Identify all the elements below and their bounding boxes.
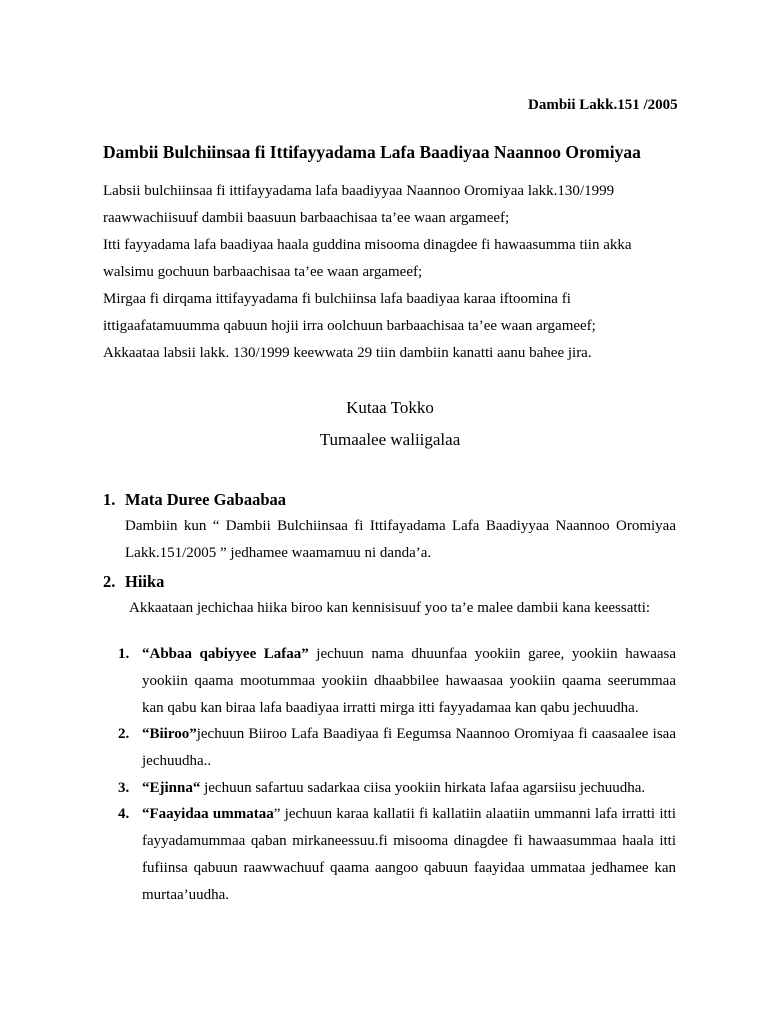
document-title: Dambii Bulchiinsaa fi Ittifayyadama Lafa Baadiyaa Naannoo Oromiyaa bbox=[103, 142, 641, 162]
definition-item bbox=[142, 726, 676, 743]
preamble-line: Itti fayyadama lafa baadiyaa haala guddina misooma dinagdee fi hawaasumma tiin akka bbox=[103, 237, 632, 253]
definition-line: kan qabu kan biraa lafa baadiyaa irratti mirga itti fayyadamaa kan qabu jechuudha. bbox=[142, 700, 639, 716]
section-number: 1. bbox=[103, 490, 116, 509]
definition-number: 2. bbox=[118, 726, 130, 742]
preamble-line: walsimu gochuun barbaachisaa ta’ee waan argameef; bbox=[103, 264, 423, 280]
preamble-line: ittigaafatamuumma qabuun hojii irra oolchuun barbaachisaa ta’ee waan argameef; bbox=[103, 318, 596, 334]
definition-number: 3. bbox=[118, 780, 130, 796]
definition-line: fufiinsa qabuun raawwachuuf qaama aangoo qabuun faayidaa ummataa jedhamee kan bbox=[142, 860, 676, 876]
definition-term: “Ejinna“ bbox=[142, 780, 201, 796]
definition-text: ” jechuun karaa kallatii fi kallatiin alaatiin ummanni lafa irratti itti bbox=[273, 806, 676, 822]
definition-text: jechuun nama dhuunfaa yookiin garee, yookiin hawaasa bbox=[308, 646, 676, 662]
preamble-line: Mirgaa fi dirqama ittifayyadama fi bulchiinsa lafa baadiyaa karaa iftoomina fi bbox=[103, 291, 571, 307]
preamble-line: Akkaataa labsii lakk. 130/1999 keewwata 29 tiin dambiin kanatti aanu bahee jira. bbox=[103, 345, 592, 361]
preamble-line: Labsii bulchiinsaa fi ittifayyadama lafa baadiyyaa Naannoo Oromiyaa lakk.130/1999 bbox=[103, 183, 615, 199]
preamble-line: raawwachiisuuf dambii baasuun barbaachisaa ta’ee waan argameef; bbox=[103, 210, 510, 226]
section-number: 2. bbox=[103, 572, 116, 591]
definition-line: fayyadamummaa qaban mirkaneessuu.fi misooma dinagdee fi hawaasummaa haala itti bbox=[142, 833, 676, 849]
definition-number: 4. bbox=[118, 806, 130, 822]
definition-item bbox=[142, 646, 676, 663]
definition-term: “Faayidaa ummataa bbox=[142, 806, 274, 822]
section-body-line: Dambiin kun “ Dambii Bulchiinsaa fi Ittifayadama Lafa Baadiyyaa Naannoo Oromiyaa bbox=[125, 518, 676, 534]
definition-term: “Abbaa qabiyyee Lafaa” bbox=[142, 646, 309, 662]
section-intro: Akkaataan jechichaa hiika biroo kan kennisisuuf yoo ta’e malee dambii kana keessatti: bbox=[129, 600, 651, 616]
regulation-number: Dambii Lakk.151 /2005 bbox=[528, 97, 678, 113]
definition-item bbox=[142, 780, 645, 797]
definition-number: 1. bbox=[118, 646, 130, 662]
definition-line: murtaa’uudha. bbox=[142, 887, 230, 903]
section-body-line: Lakk.151/2005 ” jedhamee waamamuu ni danda’a. bbox=[125, 545, 432, 561]
definition-line: yookiin qaama mootummaa yookiin dhaabbilee hawaasaa yookiin qaama seerummaa bbox=[142, 673, 676, 689]
definition-text: jechuun safartuu sadarkaa ciisa yookiin hirkata lafaa agarsiisu jechuudha. bbox=[200, 780, 646, 796]
part-title: Kutaa Tokko bbox=[346, 398, 434, 417]
section-heading: Mata Duree Gabaabaa bbox=[125, 490, 287, 509]
definition-text: jechuun Biiroo Lafa Baadiyaa fi Eegumsa Naannoo Oromiyaa fi caasaalee isaa bbox=[196, 726, 676, 742]
part-subtitle: Tumaalee waliigalaa bbox=[319, 430, 461, 449]
definition-line: jechuudha.. bbox=[142, 753, 212, 769]
definition-item bbox=[142, 806, 676, 823]
section-heading: Hiika bbox=[125, 572, 165, 591]
definition-term: “Biiroo” bbox=[142, 726, 197, 742]
